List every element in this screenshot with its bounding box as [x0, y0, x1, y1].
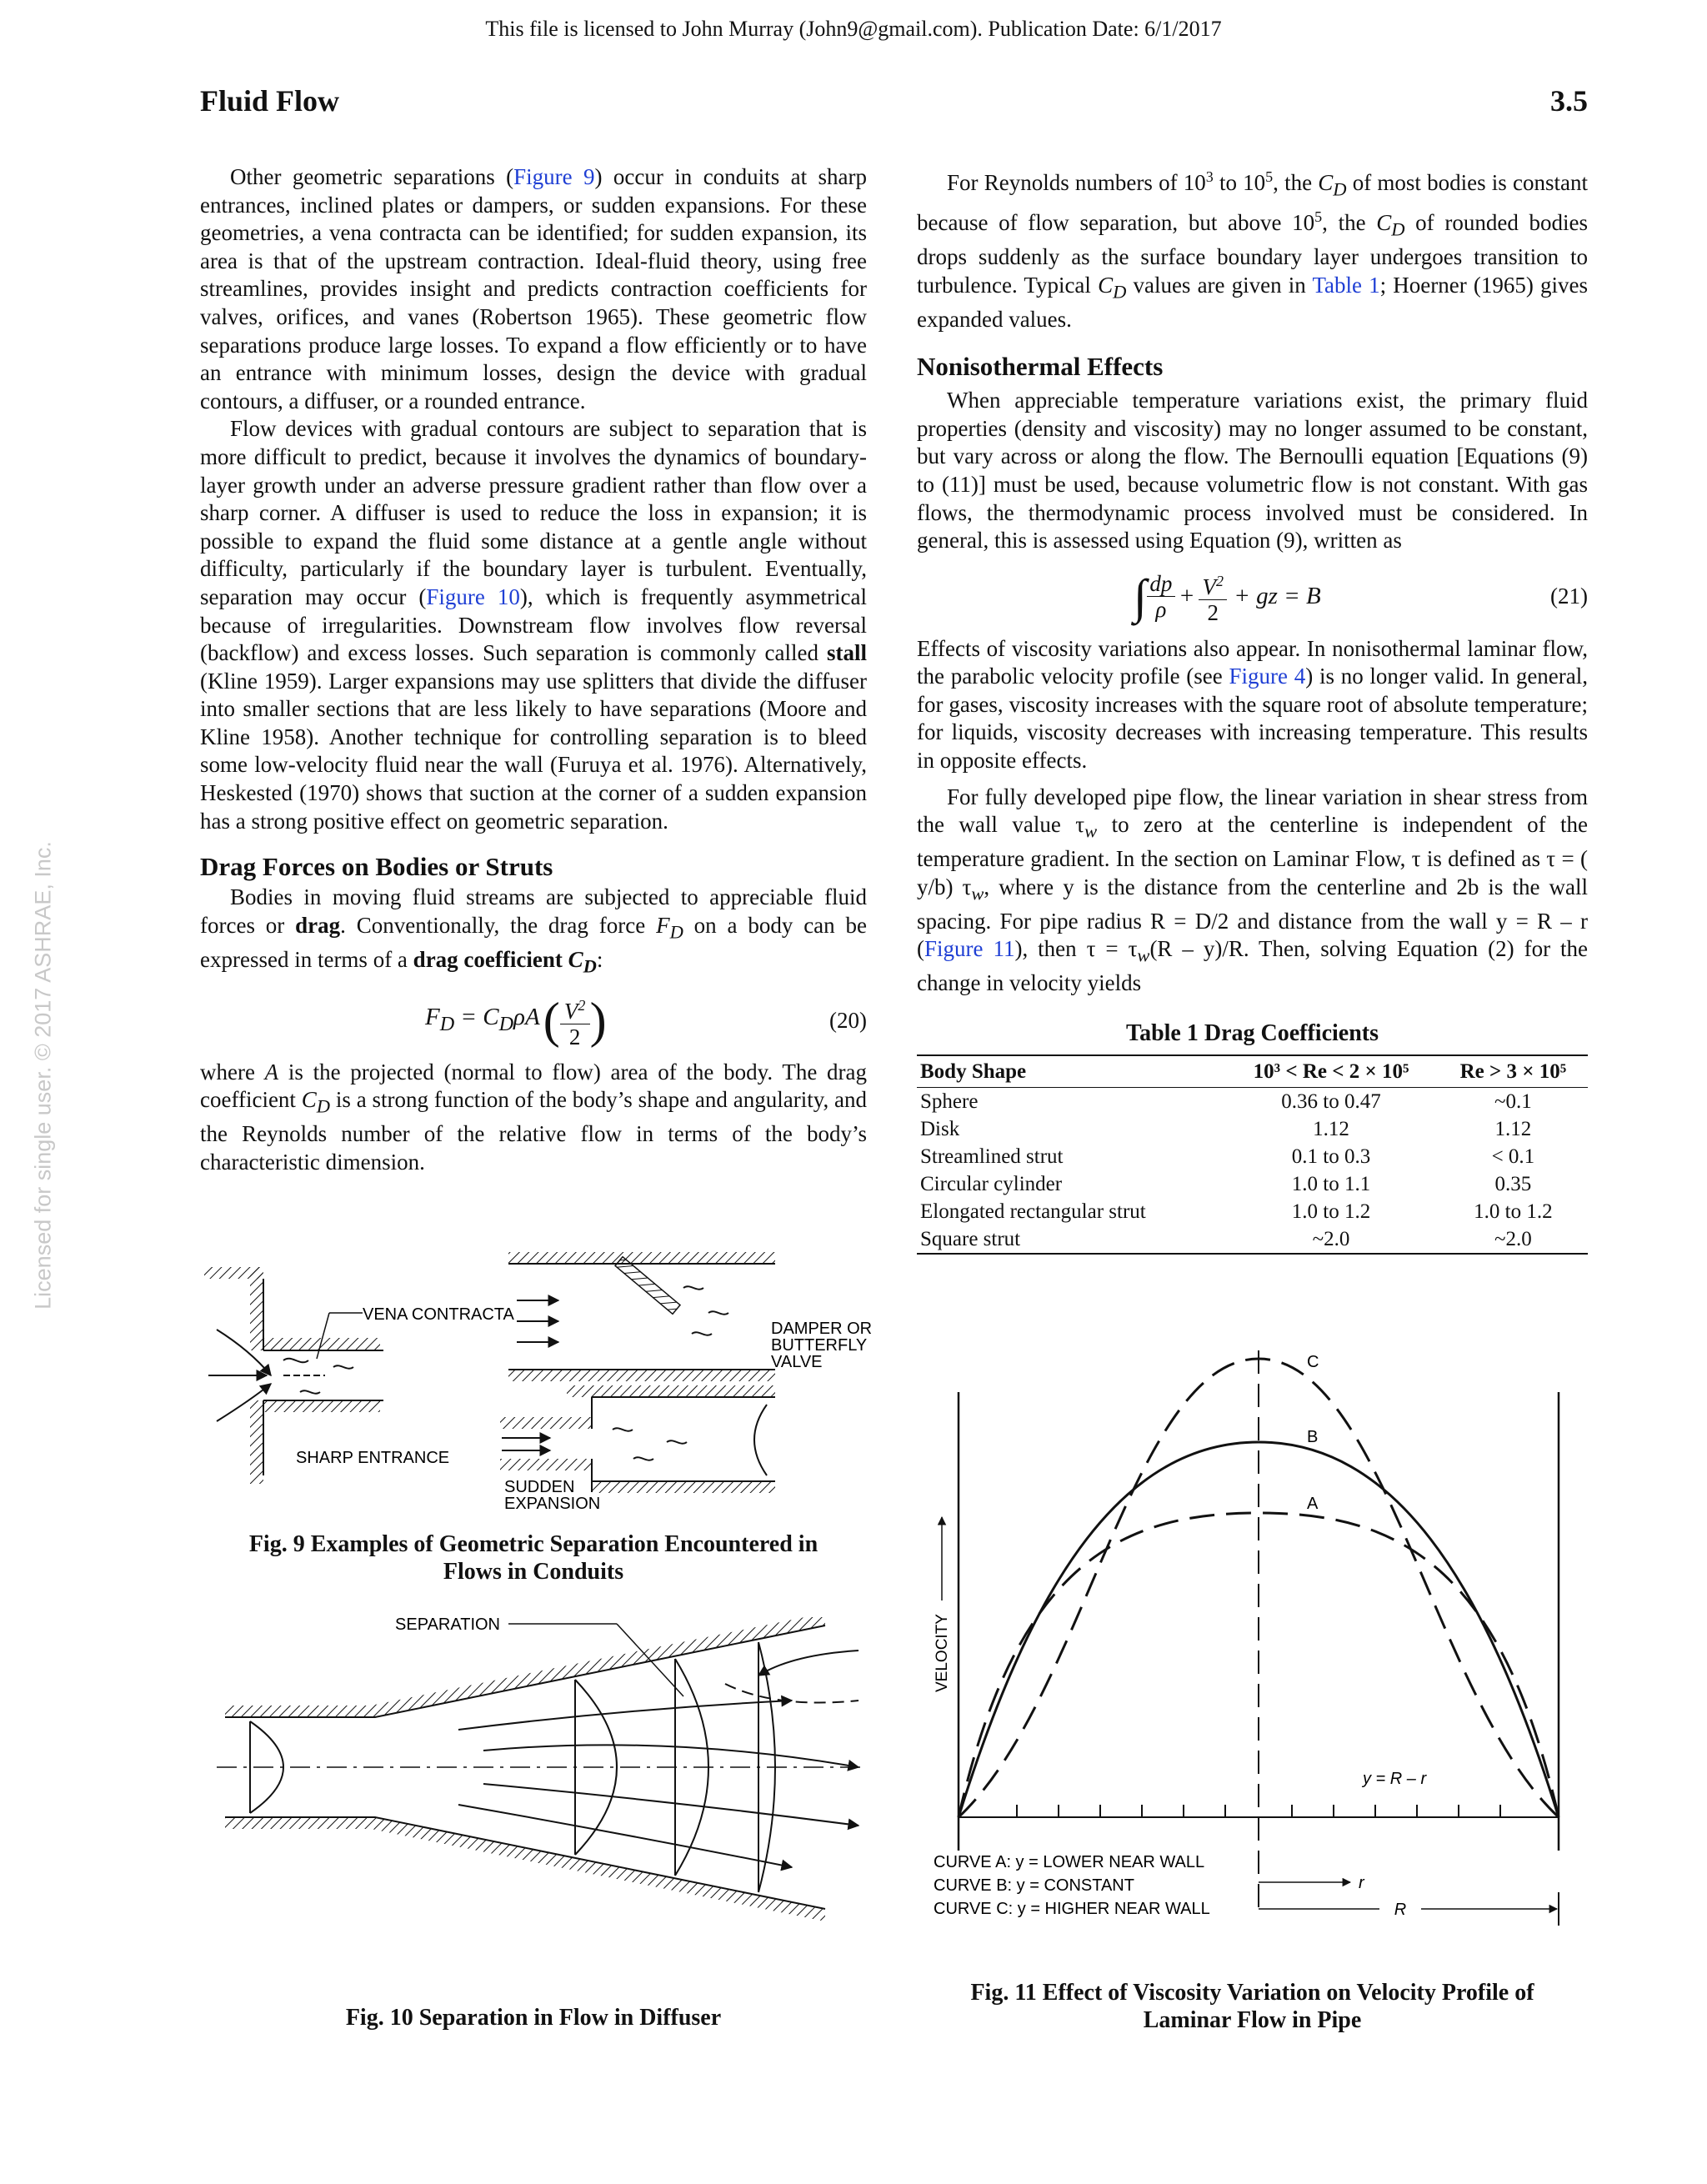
text: values are given in [1126, 272, 1313, 298]
equation-body: ∫ dp ρ + $\frac{V^2}{2}$ + gz = B [1134, 569, 1321, 625]
R-label: R [1394, 1901, 1407, 1919]
bold-term: stall [826, 640, 867, 666]
symbol: A [264, 1059, 279, 1084]
paragraph: When appreciable temperature variations exist, the primary fluid properties (density and viscosity) may no longer assumed to be constant, but vary across or along the flow. The Bernoulli equation [Equations (9) to (11)] must be used, because volumetric flow is not constant. With gas flows, the thermodynamic process involved must be considered. In general, this is assessed using Equation (9), written as [917, 388, 1588, 554]
paragraph [200, 415, 867, 835]
paragraph [917, 635, 1588, 775]
text: Bodies in moving fluid streams are subjected to appreciable fluid forces or [200, 884, 867, 938]
symbol: F [656, 912, 670, 938]
text: of rounded bodies drops suddenly as the surface boundary layer undergoes transition to turbulence. Typical [917, 209, 1588, 298]
text: is a strong function of the body’s shape and angularity, and the Reynolds number of the relative flow in terms of the body’s characteristic dimension. [200, 1087, 867, 1175]
diffuser-sketch [217, 1617, 867, 1921]
caption-line: Laminar Flow in Pipe [1143, 2007, 1362, 2033]
text: , the [1273, 170, 1319, 195]
table-row [917, 1225, 1588, 1254]
cell: 0.36 to 0.47 [1281, 1090, 1381, 1114]
separation-label: SEPARATION [395, 1617, 500, 1634]
text: is the projected (normal to flow) area of the body. The drag coefficient [200, 1059, 867, 1113]
cell: 1.0 to 1.2 [1291, 1200, 1371, 1224]
equation-body: $F_D = C_D\rho A$ ( $V^2$ 2 ) [425, 993, 607, 1049]
text: Effects of viscosity variations also appear. In nonisothermal laminar flow, the parabolic velocity profile (see [917, 635, 1588, 689]
paragraph: For Reynolds numbers of $10^3$ to $10^5$, the $C_D$ of most bodies is constant because of flow separation, but above $10^5$, the $C_D$ of rounded bodies drops suddenly as the surface boundary layer undergoes transition to turbulence. Typical $C_D$ values are given in Table 1; Hoerner (1965) gives expanded values. [917, 168, 1588, 332]
damper-sketch [508, 1252, 775, 1381]
cell: ~2.0 [1224, 1225, 1439, 1254]
cell: Circular cylinder [920, 1173, 1063, 1196]
cell: Disk [920, 1118, 960, 1141]
table-1-link[interactable]: Table 1 [1312, 272, 1380, 298]
velocity-axis-label [934, 1614, 951, 1692]
text: ), then τ = τ [1014, 936, 1138, 962]
cell: 1.12 [1494, 1118, 1532, 1141]
text: Flow devices with gradual contours are subject to separation that is more difficult to predict, because it involves the dynamics of boundary-layer growth under an adverse pressure gradient rather than flow over a sharp corner. A diffuser is used to reduce the loss in expansion; it is possible to expand the fluid some distance at a gentle angle without difficulty, particularly if the boundary layer is turbulent. Eventually, separation may occur ( [200, 416, 867, 609]
figure-10-link[interactable]: Figure 10 [426, 584, 520, 609]
right-column [917, 163, 1588, 1255]
bold-term: drag coefficient [413, 946, 568, 972]
curve-c-legend: CURVE C: y = HIGHER NEAR WALL [934, 1900, 1210, 1918]
sharp-entrance-label: SHARP ENTRANCE [296, 1449, 450, 1467]
symbol-sub: w [1084, 820, 1098, 842]
symbol: C [568, 946, 583, 972]
paragraph: where A is the projected (normal to flow) area of the body. The drag coefficient $C_D$ is a strong function of the body’s shape and angularity, and the Reynolds number of the relative flow in terms of the body’s characteristic dimension. [200, 1059, 867, 1175]
cell: ~2.0 [1439, 1225, 1588, 1254]
curve-c-label: C [1307, 1353, 1319, 1371]
text: on a body can be expressed in terms of a [200, 912, 868, 972]
equation-number: (21) [1550, 583, 1588, 609]
curve-b-label: B [1307, 1428, 1319, 1446]
bold-term: drag [295, 912, 341, 938]
text: , the [1322, 209, 1377, 235]
text: to 10 [1213, 170, 1266, 195]
damper-label-line-3: VALVE [771, 1353, 823, 1371]
table-row [917, 1143, 1588, 1170]
paragraph [200, 884, 867, 980]
caption-line: Flows in Conduits [443, 1559, 624, 1585]
text: (R – y)/R. Then, solving Equation (2) for the change in velocity yields [917, 936, 1588, 996]
curve-b-legend: CURVE B: y = CONSTANT [934, 1876, 1134, 1895]
cell: 0.35 [1494, 1173, 1532, 1196]
sudden-expansion-sketch [500, 1385, 775, 1493]
symbol-sub: D [669, 921, 683, 943]
cell: Sphere [920, 1090, 979, 1114]
text: For fully developed pipe flow, the linear variation in shear stress from the wall value τ [917, 784, 1588, 838]
drag-coefficients-table [917, 1054, 1588, 1255]
text: ) occur in conduits at sharp entrances, inclined plates or dampers, or sudden expansions. For these geometries, a vena contracta can be identified; for sudden expansion, its area is that of the upstream contraction. Ideal-fluid theory, using free streamlines, provides insight and predicts contraction coefficients for valves, orifices, and vanes (Robertson 1965). These geometric flow separations produce large losses. To expand a flow efficiently or to have an entrance with minimum losses, design the device with gradual contours, a diffuser, or a rounded entrance. [200, 164, 867, 413]
damper-label-line-2: BUTTERFLY [771, 1336, 868, 1355]
section-heading: Nonisothermal Effects [917, 352, 1164, 382]
text: ), which is frequently asymmetrical because of irregularities. Downstream flow involves flow reversal (backflow) and excess losses. Such separation is commonly called [200, 584, 868, 666]
paragraph [200, 163, 867, 415]
text: Other geometric separations ( [230, 164, 514, 189]
cell: 0.1 to 0.3 [1291, 1145, 1371, 1169]
figure-11-link[interactable]: Figure 11 [924, 936, 1015, 962]
velocity-text: VELOCITY [934, 1614, 951, 1692]
superscript: 5 [1265, 168, 1274, 185]
text: of most bodies is constant because of flow separation, but above 10 [917, 170, 1588, 235]
vena-contracta-label: VENA CONTRACTA [363, 1305, 514, 1324]
cell: 1.0 to 1.2 [1474, 1200, 1553, 1224]
text: . Conventionally, the drag force [340, 912, 657, 938]
cell: Elongated rectangular strut [920, 1200, 1146, 1224]
cell: < 0.1 [1491, 1145, 1535, 1169]
cell: 1.12 [1313, 1118, 1349, 1141]
figure-11-diagram [917, 1350, 1600, 1934]
column-header: Re > 3 × 10⁵ [1439, 1055, 1588, 1088]
license-notice: This file is licensed to John Murray (John9@gmail.com). Publication Date: 6/1/2017 [485, 17, 1222, 41]
side-license-watermark: Licensed for single user. © 2017 ASHRAE, Inc. [30, 841, 56, 1310]
caption-line: Fig. 9 Examples of Geometric Separation Encountered in [248, 1531, 818, 1557]
text: where [200, 1059, 265, 1084]
text: ; Hoerner (1965) gives expanded values. [917, 272, 1588, 332]
equation-21 [917, 559, 1588, 635]
text: ) is no longer valid. In general, for gases, viscosity increases with the square root of absolute temperature; for liquids, viscosity decreases with increasing temperature. This results in opposite effects. [917, 664, 1589, 774]
table-row [917, 1198, 1588, 1225]
damper-label-line-1: DAMPER OR [771, 1320, 873, 1338]
curve-a-label: A [1307, 1495, 1319, 1513]
sudden-label-line-1: SUDDEN [504, 1478, 575, 1496]
section-heading: Drag Forces on Bodies or Struts [200, 852, 553, 882]
table-row [917, 1088, 1588, 1116]
figure-11-caption [917, 1979, 1588, 2034]
page-number: 3.5 [1550, 84, 1588, 118]
text: : [596, 946, 603, 972]
caption-line: Fig. 11 Effect of Viscosity Variation on Velocity Profile of [970, 1980, 1534, 2006]
cell: 1.0 to 1.1 [1291, 1173, 1371, 1196]
cell: ~0.1 [1494, 1090, 1532, 1114]
figure-9-diagram [200, 1250, 884, 1517]
table-row [917, 1115, 1588, 1143]
symbol-sub: D [583, 955, 597, 977]
figure-9-link[interactable]: Figure 9 [513, 164, 595, 189]
figure-10-caption: Fig. 10 Separation in Flow in Diffuser [345, 2005, 722, 2031]
text: (Kline 1959). Larger expansions may use splitters that divide the diffuser into smaller sections that are less likely to have separations (Moore and Kline 1958). Another technique for controlling separation is to bleed some low-velocity fluid near the wall (Furuya et al. 1976). Alternatively, Heskested (1970) shows that suction at the corner of a sudden expansion has a strong positive effect on geometric separation. [200, 668, 867, 834]
left-column [200, 163, 867, 1177]
table-row [917, 1170, 1588, 1198]
equation-number: (20) [829, 1008, 867, 1034]
figure-4-link[interactable]: Figure 4 [1229, 664, 1306, 689]
paragraph: For fully developed pipe flow, the linear variation in shear stress from the wall value $\tau_w$ to zero at the centerline is independent of the temperature gradient. In the section on Laminar Flow, τ is defined as τ = ( y/b) $\tau_w$, where y is the distance from the centerline and 2b is the wall spacing. For pipe radius R = D/2 and distance from the wall y = R – r (Figure 11), then $\tau = \tau_w(R - y)/R$. Then, solving Equation (2) for the change in velocity yields [917, 784, 1588, 996]
cell: Streamlined strut [920, 1145, 1064, 1169]
superscript: 3 [1205, 168, 1214, 185]
column-header: 10³ < Re < 2 × 10⁵ [1224, 1055, 1439, 1088]
cell: Square strut [917, 1225, 1224, 1254]
equation-20 [200, 984, 867, 1059]
column-header: Body Shape [917, 1055, 1224, 1088]
text: For Reynolds numbers of 10 [947, 170, 1206, 195]
superscript: 5 [1314, 208, 1323, 225]
figure-10-diagram [208, 1617, 875, 1951]
sudden-label-line-2: EXPANSION [504, 1495, 601, 1513]
r-label: r [1359, 1874, 1364, 1892]
table-header-row [917, 1055, 1588, 1088]
figure-9-caption [200, 1530, 867, 1585]
curve-a-legend: CURVE A: y = LOWER NEAR WALL [934, 1853, 1205, 1871]
running-title: Fluid Flow [200, 84, 340, 118]
table-1-caption: Table 1 Drag Coefficients [1125, 1020, 1379, 1046]
text: , where y is the distance from the centerline and 2b is the wall spacing. For pipe radius R = D/2 and distance from the wall y = R – r ( [917, 874, 1588, 962]
text: to zero at the centerline is independent of the temperature gradient. In the section on Laminar Flow, τ is defined as τ = ( y/b) τ [917, 812, 1588, 899]
y-equals-r-minus-r-label: y = R – r [1363, 1770, 1427, 1788]
